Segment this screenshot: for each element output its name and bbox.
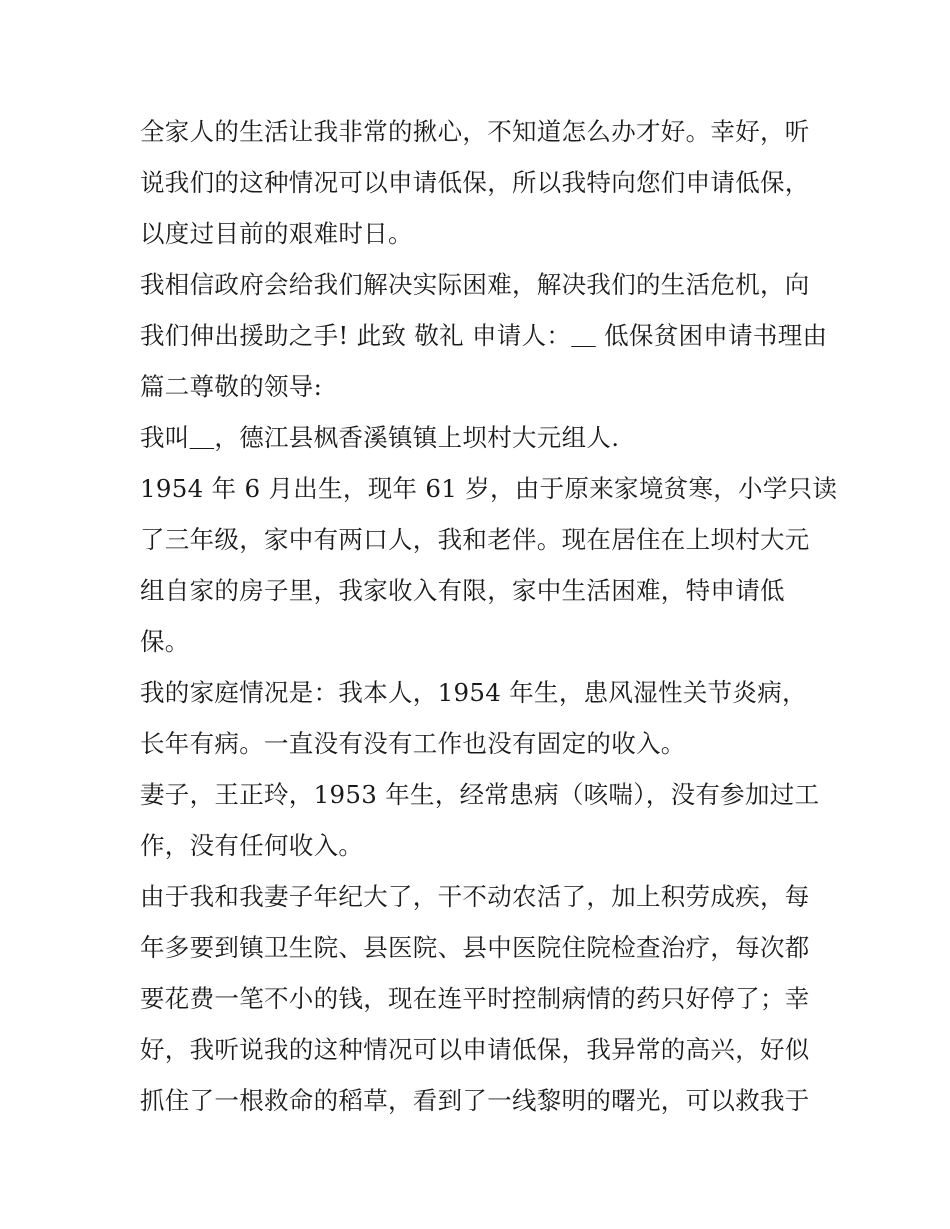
- text-line: 以度过目前的艰难时日。: [140, 219, 413, 248]
- text-line: 作，没有任何收入。: [140, 831, 364, 860]
- text-line: 篇二尊敬的领导:: [140, 372, 323, 401]
- text-line: 好，我听说我的这种情况可以申请低保，我异常的高兴，好似: [140, 1035, 810, 1064]
- text-line: 我们伸出援助之手! 此致 敬礼 申请人：＿ 低保贫困申请书理由: [140, 321, 828, 350]
- text-line: 保。: [140, 627, 190, 656]
- document-body: [140, 106, 838, 1126]
- text-line: 说我们的这种情况可以申请低保，所以我特向您们申请低保，: [140, 168, 810, 197]
- text-line: 了三年级，家中有两口人，我和老伴。现在居住在上坝村大元: [140, 525, 810, 554]
- text-line: 妻子，王正玲，1953 年生，经常患病（咳喘），没有参加过工: [140, 780, 820, 809]
- text-line: 抓住了一根救命的稻草，看到了一线黎明的曙光，可以救我于: [140, 1086, 810, 1115]
- text-line: 年多要到镇卫生院、县医院、县中医院住院检查治疗，每次都: [140, 933, 810, 962]
- text-line: 1954 年 6 月出生，现年 61 岁，由于原来家境贫寒，小学只读: [140, 474, 838, 503]
- text-line: 组自家的房子里，我家收入有限，家中生活困难，特申请低: [140, 576, 785, 605]
- text-line: 要花费一笔不小的钱，现在连平时控制病情的药只好停了；幸: [140, 984, 810, 1013]
- text-line: 长年有病。一直没有没有工作也没有固定的收入。: [140, 729, 686, 758]
- text-line: 我相信政府会给我们解决实际困难，解决我们的生活危机，向: [140, 270, 810, 299]
- text-line: 全家人的生活让我非常的揪心，不知道怎么办才好。幸好，听: [140, 117, 810, 146]
- text-line: 我的家庭情况是：我本人，1954 年生，患风湿性关节炎病，: [140, 678, 807, 707]
- text-line: 由于我和我妻子年纪大了，干不动农活了，加上积劳成疾，每: [140, 882, 810, 911]
- text-line: 我叫＿，德江县枫香溪镇镇上坝村大元组人.: [140, 423, 620, 452]
